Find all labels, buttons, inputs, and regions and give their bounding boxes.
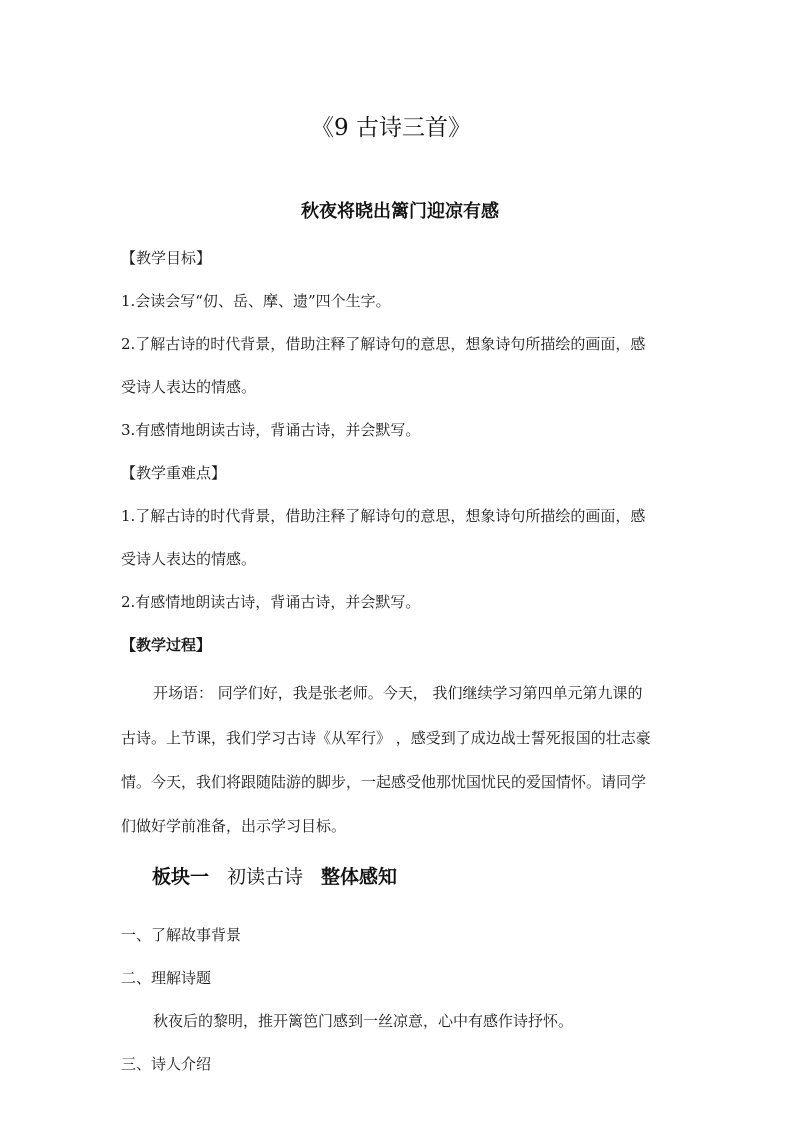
objective-line-2: 2.了解古诗的时代背景，借助注释了解诗句的意思，想象诗句所描绘的画面，感	[121, 335, 646, 353]
key-point-line-3: 2.有感情地朗读古诗，背诵古诗，并会默写。	[121, 593, 421, 611]
objective-line-4: 3.有感情地朗读古诗，背诵古诗，并会默写。	[121, 421, 421, 439]
block-one-subtitle: 初读古诗	[227, 866, 304, 888]
section-heading-objectives: 【教学目标】	[121, 249, 212, 267]
objective-line-1: 1.会读会写“仞、岳、摩、遗”四个生字。	[121, 292, 391, 310]
title-explanation: 秋夜后的黎明，推开篱笆门感到一丝凉意，心中有感作诗抒怀。	[153, 1012, 574, 1030]
block-one-subtitle-end: 整体感知	[321, 866, 398, 888]
poem-title: 秋夜将晓出篱门迎凉有感	[301, 201, 499, 222]
block-one-heading	[152, 864, 397, 890]
item-background: 一、了解故事背景	[121, 926, 242, 944]
intro-line-4: 们做好学前准备，出示学习目标。	[121, 817, 347, 835]
document-title: 《9 古诗三首》	[311, 115, 471, 141]
key-point-line-1: 1.了解古诗的时代背景，借助注释了解诗句的意思，想象诗句所描绘的画面，感	[121, 507, 646, 525]
key-point-line-2: 受诗人表达的情感。	[121, 550, 257, 568]
intro-line-3: 情。今天，我们将跟随陆游的脚步，一起感受他那忧国忧民的爱国情怀。请同学	[121, 773, 647, 791]
section-heading-key-points: 【教学重难点】	[121, 464, 227, 482]
section-heading-process: 【教学过程】	[121, 636, 212, 654]
block-one-label: 板块一	[152, 866, 210, 888]
objective-line-3: 受诗人表达的情感。	[121, 378, 257, 396]
item-poet-intro: 三、诗人介绍	[121, 1055, 212, 1073]
intro-line-2: 古诗。上节课，我们学习古诗《从军行》 ，感受到了成边战士誓死报国的壮志豪	[121, 729, 651, 747]
intro-line-1: 开场语： 同学们好，我是张老师。今天， 我们继续学习第四单元第九课的	[153, 684, 643, 702]
item-title-understanding: 二、理解诗题	[121, 969, 212, 987]
